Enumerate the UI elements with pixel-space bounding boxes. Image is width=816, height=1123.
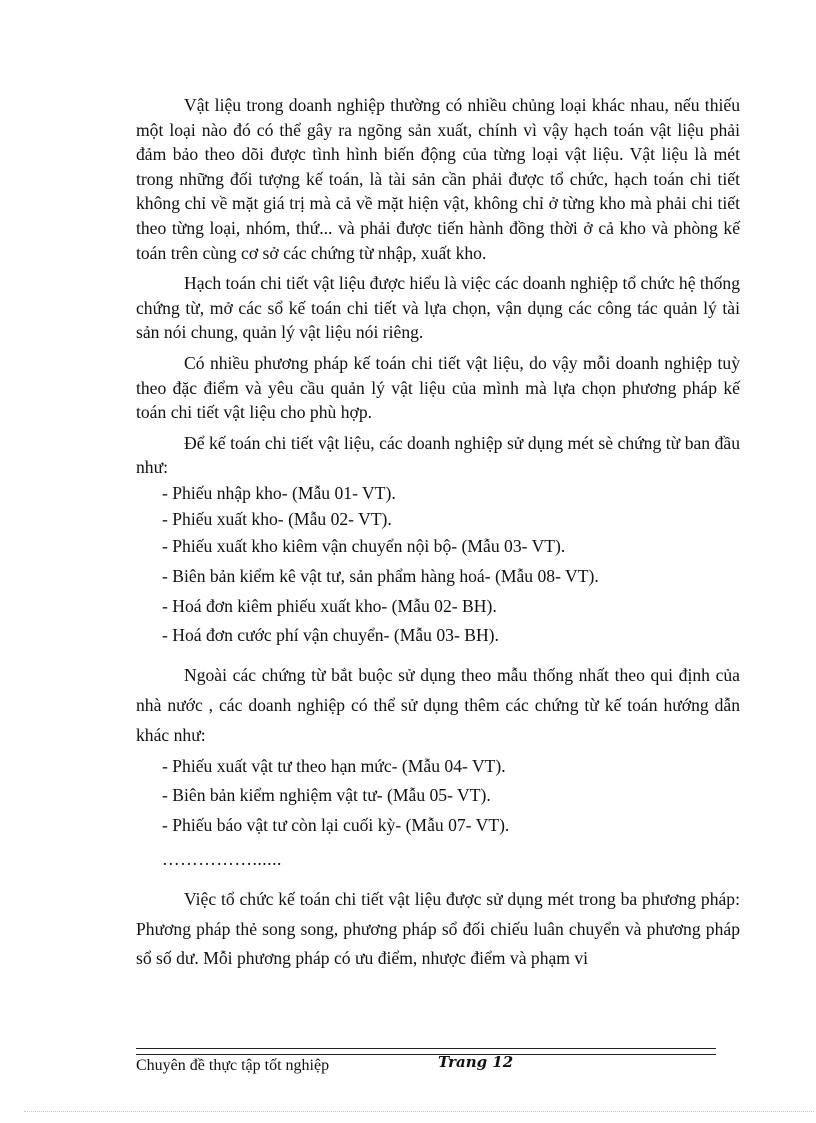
paragraph-3: Có nhiều phương pháp kế toán chi tiết vật liệu, do vậy mỗi doanh nghiệp tuỳ theo đặc điểm và yêu cầu quản lý vật liệu của mình mà lựa chọn phương pháp kế toán chi tiết vật liệu cho phù hợp.: [136, 352, 740, 423]
list-item: - Phiếu xuất kho- (Mẫu 02- VT).: [162, 508, 392, 529]
list-item: - Hoá đơn cước phí vận chuyển- (Mẫu 03- BH).: [162, 625, 499, 646]
paragraph-6: Việc tổ chức kế toán chi tiết vật liệu được sử dụng mét trong ba phương pháp: Phương pháp thẻ song song, phương pháp sổ đối chiếu luân chuyển và phương pháp sổ số dư. Mỗi phương pháp có ưu điểm, nhược điểm và phạm vi: [136, 888, 740, 969]
footer-title: Chuyên đề thực tập tốt nghiệp: [136, 1057, 330, 1074]
page-edge-divider: [24, 1111, 814, 1112]
list-item: - Phiếu báo vật tư còn lại cuối kỳ- (Mẫu 07- VT).: [162, 815, 510, 836]
list-item: - Hoá đơn kiêm phiếu xuất kho- (Mẫu 02- BH).: [162, 595, 497, 616]
list-item: - Phiếu nhập kho- (Mẫu 01- VT).: [162, 482, 396, 503]
document-list-2: [136, 752, 740, 841]
paragraph-4: Để kế toán chi tiết vật liệu, các doanh nghiệp sử dụng mét sè chứng từ ban đầu như:: [136, 432, 740, 478]
list-item: - Phiếu xuất vật tư theo hạn mức- (Mẫu 04- VT).: [162, 755, 506, 776]
document-list-1: [136, 481, 740, 651]
ellipsis-line: ……………......: [162, 849, 282, 870]
paragraph-1: Vật liệu trong doanh nghiệp thường có nhiều chủng loại khác nhau, nếu thiếu một loại nào đó có thể gây ra ngõng sản xuất, chính vì vậy hạch toán vật liệu phải đảm bảo theo dõi được tình hình biến động của từng loại vật liệu. Vật liệu là mét trong những đối tượng kế toán, là tài sản cần phải được tổ chức, hạch toán chi tiết không chỉ về mặt giá trị mà cả về mặt hiện vật, không chỉ ở từng kho mà phải chi tiết theo từng loại, nhóm, thứ... và phải được tiến hành đồng thời ở cả kho và phòng kế toán trên cùng cơ sở các chứng từ nhập, xuất kho.: [136, 95, 740, 263]
page-number: Trang 12: [438, 1053, 514, 1071]
paragraph-2: Hạch toán chi tiết vật liệu được hiểu là việc các doanh nghiệp tổ chức hệ thống chứng từ, mở các sổ kế toán chi tiết và lựa chọn, vận dụng các công tác quản lý tài sản nói chung, quản lý vật liệu nói riêng.: [136, 273, 740, 343]
list-item: - Biên bản kiểm kê vật tư, sản phẩm hàng hoá- (Mẫu 08- VT).: [162, 565, 599, 586]
list-item: - Biên bản kiểm nghiệm vật tư- (Mẫu 05- VT).: [162, 785, 491, 806]
paragraph-5: Ngoài các chứng từ bắt buộc sử dụng theo mẫu thống nhất theo qui định của nhà nước , các doanh nghiệp có thể sử dụng thêm các chứng từ kế toán hướng dẫn khác như:: [136, 665, 740, 745]
footer-divider: [136, 1048, 716, 1055]
list-item: - Phiếu xuất kho kiêm vận chuyển nội bộ- (Mẫu 03- VT).: [162, 536, 566, 557]
page-body: [136, 93, 740, 974]
